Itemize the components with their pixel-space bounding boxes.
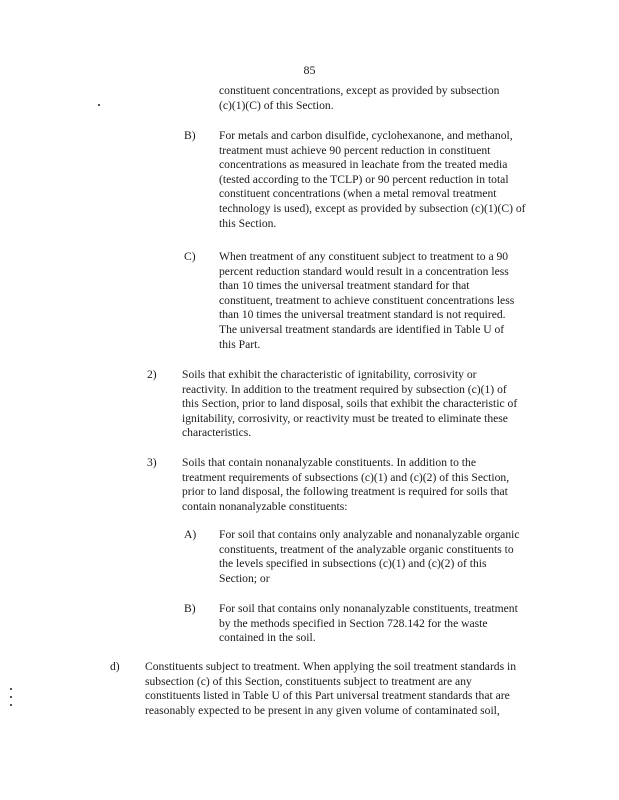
- item-3-text: [182, 456, 509, 514]
- text-line: constituents listed in Table U of this Part universal treatment standards that are: [145, 689, 510, 703]
- text-line: constituent concentrations, except as provided by subsection: [219, 84, 500, 97]
- text-line: (c)(1)(C) of this Section.: [219, 98, 334, 112]
- item-2-text: [182, 368, 517, 441]
- text-line: (tested according to the TCLP) or 90 percent reduction in total: [219, 172, 509, 186]
- text-line: prior to land disposal, the following treatment is required for soils that: [182, 485, 508, 499]
- text-line: Constituents subject to treatment. When applying the soil treatment standards in: [145, 660, 517, 673]
- scan-speck: [98, 104, 100, 106]
- text-line: this Section.: [219, 216, 277, 230]
- item-label-B: B): [184, 129, 196, 142]
- text-line: characteristics.: [182, 426, 252, 440]
- scan-speck: [10, 704, 12, 706]
- text-line: When treatment of any constituent subject to treatment to a 90: [219, 250, 509, 263]
- text-line: this Section, prior to land disposal, soils that exhibit the characteristic of: [182, 397, 518, 411]
- page-number: 85: [303, 63, 316, 77]
- text-line: percent reduction standard would result in a concentration less: [219, 264, 509, 278]
- text-line: constituents, treatment of the analyzable organic constituents to: [219, 542, 514, 556]
- text-line: contained in the soil.: [219, 631, 316, 645]
- text-line: Soils that contain nonanalyzable constituents. In addition to the: [182, 456, 476, 469]
- item-d-text: [145, 660, 516, 718]
- text-line: ignitability, corrosivity, or reactivity must be treated to eliminate these: [182, 411, 508, 425]
- text-line: The universal treatment standards are identified in Table U of: [219, 322, 505, 336]
- item-B-text: [219, 129, 526, 231]
- text-line: contain nonanalyzable constituents:: [182, 499, 348, 513]
- text-line: For soil that contains only analyzable and nonanalyzable organic: [219, 528, 520, 541]
- text-line: technology is used), except as provided by subsection (c)(1)(C) of: [219, 201, 526, 215]
- item-label-d: d): [110, 660, 120, 673]
- scan-speck: [10, 688, 12, 690]
- text-line: concentrations as measured in leachate from the treated media: [219, 158, 508, 172]
- text-line: treatment must achieve 90 percent reduction in constituent: [219, 143, 491, 157]
- text-line: For metals and carbon disulfide, cyclohexanone, and methanol,: [219, 129, 513, 142]
- item-label-3A: A): [184, 528, 197, 541]
- text-line: than 10 times the universal treatment standard for that: [219, 279, 470, 293]
- text-line: constituent, treatment to achieve constituent concentrations less: [219, 293, 515, 307]
- continuation-text: [219, 84, 499, 113]
- text-line: than 10 times the universal treatment standard is not required.: [219, 308, 506, 322]
- scan-speck: [10, 696, 12, 698]
- text-line: treatment requirements of subsections (c)(1) and (c)(2) of this Section,: [182, 470, 510, 484]
- text-line: subsection (c) of this Section, constituents subject to treatment are any: [145, 674, 472, 688]
- item-3B-text: [219, 602, 518, 646]
- item-label-2: 2): [147, 368, 157, 381]
- text-line: constituent concentrations (when a metal removal treatment: [219, 187, 497, 201]
- text-line: the levels specified in subsections (c)(1) and (c)(2) of this: [219, 557, 487, 571]
- text-line: this Part.: [219, 337, 261, 351]
- text-line: Section; or: [219, 571, 270, 585]
- item-C-text: [219, 250, 514, 352]
- item-label-C: C): [184, 250, 196, 263]
- text-line: by the methods specified in Section 728.142 for the waste: [219, 616, 488, 630]
- text-line: Soils that exhibit the characteristic of ignitability, corrosivity or: [182, 368, 477, 381]
- item-label-3B: B): [184, 602, 196, 615]
- item-label-3: 3): [147, 456, 157, 469]
- text-line: For soil that contains only nonanalyzable constituents, treatment: [219, 602, 518, 615]
- text-line: reactivity. In addition to the treatment required by subsection (c)(1) of: [182, 382, 507, 396]
- item-3A-text: [219, 528, 520, 586]
- text-line: reasonably expected to be present in any given volume of contaminated soil,: [145, 703, 500, 717]
